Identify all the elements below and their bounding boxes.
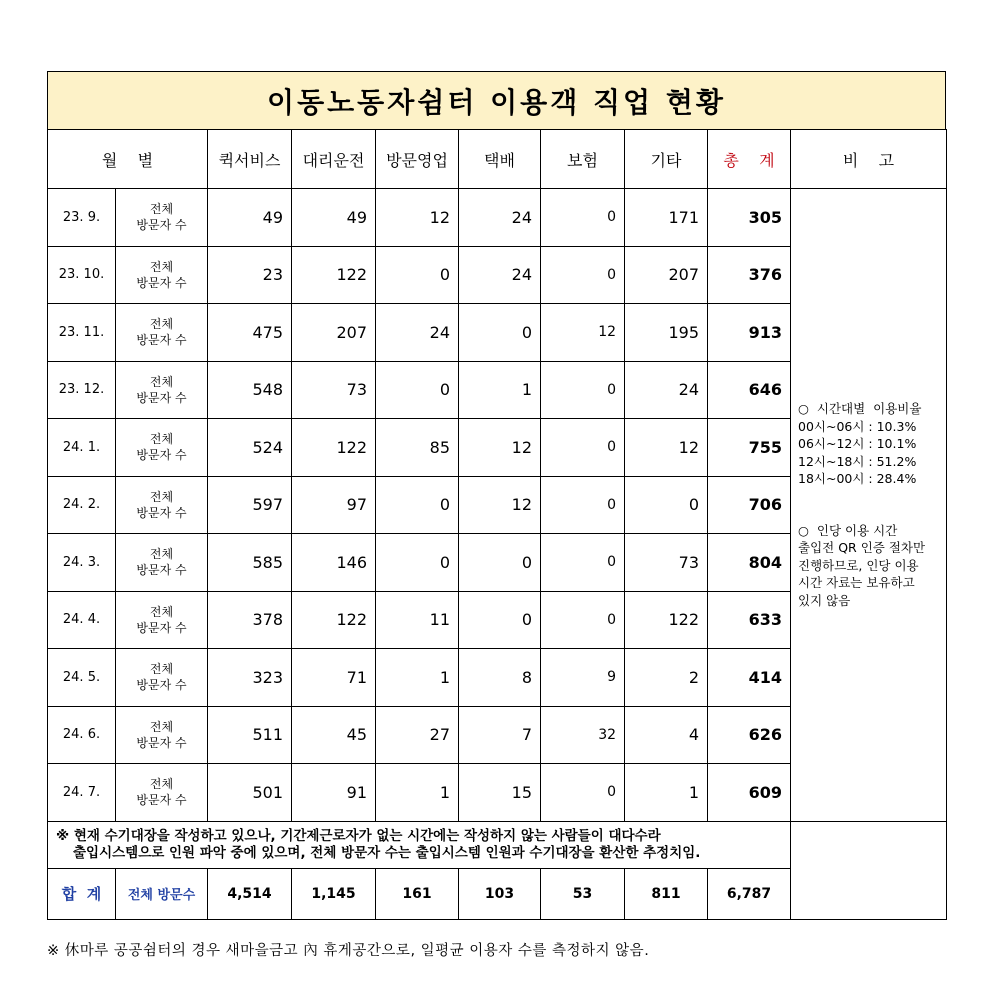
kind-line1: 전체	[149, 777, 174, 792]
insurance-cell: 0	[541, 591, 625, 649]
insurance-cell: 0	[541, 361, 625, 419]
remarks-empty-cell	[791, 821, 947, 919]
sum-total: 6,787	[708, 868, 791, 919]
month-cell: 23. 9.	[48, 189, 116, 247]
usage-time-line: 진행하므로, 인당 이용	[798, 557, 919, 573]
sum-delivery: 103	[459, 868, 541, 919]
sum-insurance: 53	[541, 868, 625, 919]
kind-line1: 전체	[149, 662, 174, 677]
kind-cell	[116, 649, 208, 707]
other-cell: 195	[625, 304, 708, 362]
driver-cell: 207	[292, 304, 376, 362]
kind-cell	[116, 419, 208, 477]
kind-line2: 방문자 수	[136, 333, 187, 348]
total-cell: 305	[708, 189, 791, 247]
month-cell: 24. 1.	[48, 419, 116, 477]
kind-line2: 방문자 수	[136, 448, 187, 463]
other-cell: 1	[625, 764, 708, 822]
driver-cell: 45	[292, 706, 376, 764]
quick-cell: 475	[208, 304, 292, 362]
month-cell: 23. 10.	[48, 246, 116, 304]
kind-line1: 전체	[149, 317, 174, 332]
notice-cell	[48, 821, 791, 868]
kind-line2: 방문자 수	[136, 735, 187, 750]
visit-sales-cell: 27	[376, 706, 459, 764]
kind-line1: 전체	[149, 604, 174, 619]
kind-cell	[116, 534, 208, 592]
kind-line1: 전체	[149, 202, 174, 217]
delivery-cell: 24	[459, 246, 541, 304]
quick-cell: 511	[208, 706, 292, 764]
driver-cell: 71	[292, 649, 376, 707]
delivery-cell: 8	[459, 649, 541, 707]
insurance-cell: 0	[541, 476, 625, 534]
kind-cell	[116, 764, 208, 822]
header-quick: 퀵서비스	[208, 130, 292, 189]
total-cell: 633	[708, 591, 791, 649]
delivery-cell: 0	[459, 304, 541, 362]
driver-cell: 73	[292, 361, 376, 419]
delivery-cell: 0	[459, 591, 541, 649]
visit-sales-cell: 85	[376, 419, 459, 477]
month-cell: 24. 4.	[48, 591, 116, 649]
month-cell: 24. 3.	[48, 534, 116, 592]
usage-time-line: 출입전 QR 인증 절차만	[798, 540, 926, 556]
kind-line2: 방문자 수	[136, 793, 187, 808]
quick-cell: 501	[208, 764, 292, 822]
month-cell: 24. 5.	[48, 649, 116, 707]
visit-sales-cell: 12	[376, 189, 459, 247]
kind-cell	[116, 476, 208, 534]
other-cell: 12	[625, 419, 708, 477]
header-total: 총 계	[708, 130, 791, 189]
visit-sales-cell: 11	[376, 591, 459, 649]
time-ratio-title: ○ 시간대별 이용비율	[798, 401, 922, 417]
kind-cell	[116, 304, 208, 362]
insurance-cell: 12	[541, 304, 625, 362]
kind-line2: 방문자 수	[136, 275, 187, 290]
visit-sales-cell: 0	[376, 246, 459, 304]
other-cell: 122	[625, 591, 708, 649]
other-cell: 24	[625, 361, 708, 419]
visit-sales-cell: 0	[376, 476, 459, 534]
notice-line1: ※ 현재 수기대장을 작성하고 있으나, 기간제근로자가 없는 시간에는 작성하지 않는 사람들이 대다수라	[56, 827, 661, 844]
kind-line2: 방문자 수	[136, 218, 187, 233]
total-cell: 646	[708, 361, 791, 419]
total-cell: 755	[708, 419, 791, 477]
driver-cell: 91	[292, 764, 376, 822]
report-container	[47, 71, 946, 920]
insurance-cell: 0	[541, 534, 625, 592]
visit-sales-cell: 1	[376, 649, 459, 707]
visit-sales-cell: 0	[376, 534, 459, 592]
month-cell: 24. 7.	[48, 764, 116, 822]
sum-visit-sales: 161	[376, 868, 459, 919]
occupation-table	[47, 129, 947, 920]
time-ratio-line: 18시~00시 : 28.4%	[798, 471, 917, 487]
visit-sales-cell: 24	[376, 304, 459, 362]
month-cell: 24. 6.	[48, 706, 116, 764]
driver-cell: 97	[292, 476, 376, 534]
quick-cell: 23	[208, 246, 292, 304]
sum-kind: 전체 방문수	[116, 868, 208, 919]
delivery-cell: 0	[459, 534, 541, 592]
header-row	[48, 130, 947, 189]
driver-cell: 122	[292, 419, 376, 477]
sum-label: 합 계	[48, 868, 116, 919]
insurance-cell: 0	[541, 764, 625, 822]
total-cell: 804	[708, 534, 791, 592]
kind-line1: 전체	[149, 547, 174, 562]
kind-cell	[116, 189, 208, 247]
month-cell: 23. 12.	[48, 361, 116, 419]
total-cell: 913	[708, 304, 791, 362]
usage-time-line: 시간 자료는 보유하고	[798, 575, 915, 591]
sum-driver: 1,145	[292, 868, 376, 919]
notice-row	[48, 821, 947, 868]
quick-cell: 585	[208, 534, 292, 592]
quick-cell: 378	[208, 591, 292, 649]
usage-time-line: 있지 않음	[798, 592, 851, 608]
delivery-cell: 24	[459, 189, 541, 247]
quick-cell: 548	[208, 361, 292, 419]
visit-sales-cell: 1	[376, 764, 459, 822]
total-cell: 376	[708, 246, 791, 304]
time-ratio-line: 12시~18시 : 51.2%	[798, 453, 917, 469]
quick-cell: 597	[208, 476, 292, 534]
header-delivery: 택배	[459, 130, 541, 189]
header-remarks: 비 고	[791, 130, 947, 189]
usage-time-title: ○ 인당 이용 시간	[798, 522, 898, 538]
delivery-cell: 12	[459, 419, 541, 477]
header-insurance: 보험	[541, 130, 625, 189]
kind-line2: 방문자 수	[136, 390, 187, 405]
insurance-cell: 32	[541, 706, 625, 764]
quick-cell: 49	[208, 189, 292, 247]
sum-other: 811	[625, 868, 708, 919]
kind-line2: 방문자 수	[136, 505, 187, 520]
other-cell: 73	[625, 534, 708, 592]
kind-line2: 방문자 수	[136, 620, 187, 635]
driver-cell: 122	[292, 591, 376, 649]
sum-quick: 4,514	[208, 868, 292, 919]
other-cell: 207	[625, 246, 708, 304]
kind-line1: 전체	[149, 374, 174, 389]
page-title: 이동노동자쉼터 이용객 직업 현황	[47, 71, 946, 129]
kind-line1: 전체	[149, 489, 174, 504]
month-cell: 24. 2.	[48, 476, 116, 534]
delivery-cell: 1	[459, 361, 541, 419]
total-cell: 706	[708, 476, 791, 534]
kind-cell	[116, 361, 208, 419]
driver-cell: 146	[292, 534, 376, 592]
total-cell: 626	[708, 706, 791, 764]
time-ratio-line: 00시~06시 : 10.3%	[798, 418, 917, 434]
quick-cell: 323	[208, 649, 292, 707]
other-cell: 171	[625, 189, 708, 247]
insurance-cell: 0	[541, 246, 625, 304]
header-driver: 대리운전	[292, 130, 376, 189]
month-cell: 23. 11.	[48, 304, 116, 362]
footer-note: ※ 休마루 공공쉼터의 경우 새마을금고 內 휴게공간으로, 일평균 이용자 수를 측정하지 않음.	[47, 943, 650, 959]
delivery-cell: 15	[459, 764, 541, 822]
driver-cell: 49	[292, 189, 376, 247]
other-cell: 4	[625, 706, 708, 764]
notice-line2: 출입시스템으로 인원 파악 중에 있으며, 전체 방문자 수는 출입시스템 인원과 수기대장을 환산한 추정치임.	[73, 844, 701, 861]
kind-line1: 전체	[149, 432, 174, 447]
header-other: 기타	[625, 130, 708, 189]
delivery-cell: 12	[459, 476, 541, 534]
table-body	[48, 189, 947, 920]
visit-sales-cell: 0	[376, 361, 459, 419]
total-cell: 609	[708, 764, 791, 822]
kind-line1: 전체	[149, 259, 174, 274]
delivery-cell: 7	[459, 706, 541, 764]
kind-cell	[116, 246, 208, 304]
quick-cell: 524	[208, 419, 292, 477]
kind-line1: 전체	[149, 719, 174, 734]
remarks-cell	[791, 189, 947, 822]
insurance-cell: 0	[541, 419, 625, 477]
table-row	[48, 189, 947, 247]
header-month: 월 별	[48, 130, 208, 189]
header-visit-sales: 방문영업	[376, 130, 459, 189]
total-cell: 414	[708, 649, 791, 707]
insurance-cell: 0	[541, 189, 625, 247]
kind-line2: 방문자 수	[136, 678, 187, 693]
insurance-cell: 9	[541, 649, 625, 707]
kind-cell	[116, 706, 208, 764]
kind-cell	[116, 591, 208, 649]
kind-line2: 방문자 수	[136, 563, 187, 578]
other-cell: 0	[625, 476, 708, 534]
other-cell: 2	[625, 649, 708, 707]
time-ratio-line: 06시~12시 : 10.1%	[798, 436, 917, 452]
driver-cell: 122	[292, 246, 376, 304]
